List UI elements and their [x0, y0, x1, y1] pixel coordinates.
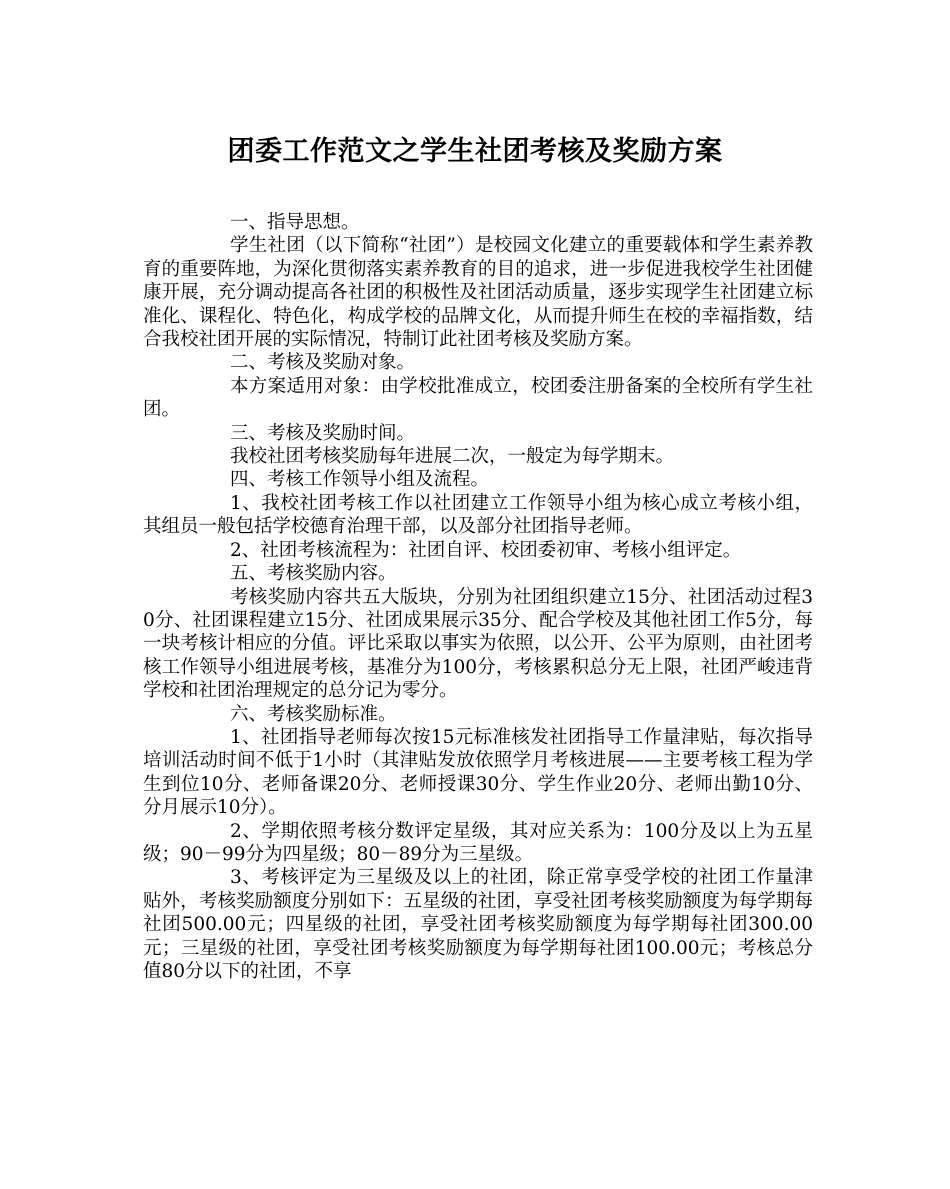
section-heading-assessment-target: 二、考核及奖励对象。 — [229, 352, 415, 374]
document-title: 团委工作范文之学生社团考核及奖励方案 — [227, 136, 723, 167]
paragraph-standard-allowance: 1、社团指导老师每次按15元标准核发社团指导工作量津贴，每次指导培训活动时间不低于1小时（其津贴发放依照学月考核进展——主要考核工程为学生到位10分、老师备课20分、老师授课30分、学生作业20分、老师出勤10分、分月展示10分）。 — [143, 726, 813, 819]
paragraph-intro: 学生社团（以下简称“社团”）是校园文化建立的重要载体和学生素养教育的重要阵地，为深化贯彻落实素养教育的目的追求，进一步促进我校学生社团健康开展，充分调动提高各社团的积极性及社团活动质量，逐步实现学生社团建立标准化、课程化、特色化，构成学校的品牌文化，从而提升师生在校的幸福指数，结合我校社团开展的实际情况，特制订此社团考核及奖励方案。 — [143, 235, 813, 351]
section-heading-guiding-ideology: 一、指导思想。 — [229, 212, 360, 233]
paragraph-process: 2、社团考核流程为：社团自评、校团委初审、考核小组评定。 — [229, 539, 742, 561]
paragraph-scope: 本方案适用对象：由学校批准成立，校团委注册备案的全校所有学生社团。 — [143, 375, 813, 421]
section-heading-assessment-content: 五、考核奖励内容。 — [229, 563, 397, 585]
document-body — [143, 211, 813, 983]
paragraph-standard-stars: 2、学期依照考核分数评定星级，其对应关系为：100分及以上为五星级；90－99分为四星级；80－89分为三星级。 — [143, 820, 813, 865]
paragraph-leadership-group: 1、我校社团考核工作以社团建立工作领导小组为核心成立考核小组，其组员一般包括学校德育治理干部，以及部分社团指导老师。 — [143, 492, 813, 538]
paragraph-standard-rewards: 3、考核评定为三星级及以上的社团，除正常享受学校的社团工作量津贴外，考核奖励额度分别如下：五星级的社团，享受社团考核奖励额度为每学期每社团500.00元；四星级的社团，享受社团考核奖励额度为每学期每社团300.00元；三星级的社团，享受社团考核奖励额度为每学期每社团100.00元；考核总分值80分以下的社团，不享 — [143, 867, 813, 982]
paragraph-content: 考核奖励内容共五大版块，分别为社团组织建立15分、社团活动过程30分、社团课程建立15分、社团成果展示35分、配合学校及其他社团工作5分，每一块考核计相应的分值。评比采取以事实为依照，以公开、公平为原则，由社团考核工作领导小组进展考核，基准分为100分，考核累积总分无上限，社团严峻违背学校和社团治理规定的总分记为零分。 — [143, 586, 813, 702]
paragraph-time: 我校社团考核奖励每年进展二次，一般定为每学期末。 — [229, 446, 674, 468]
section-heading-assessment-standard: 六、考核奖励标准。 — [229, 703, 397, 725]
section-heading-leadership-process: 四、考核工作领导小组及流程。 — [229, 469, 489, 491]
section-heading-assessment-time: 三、考核及奖励时间。 — [229, 422, 415, 444]
